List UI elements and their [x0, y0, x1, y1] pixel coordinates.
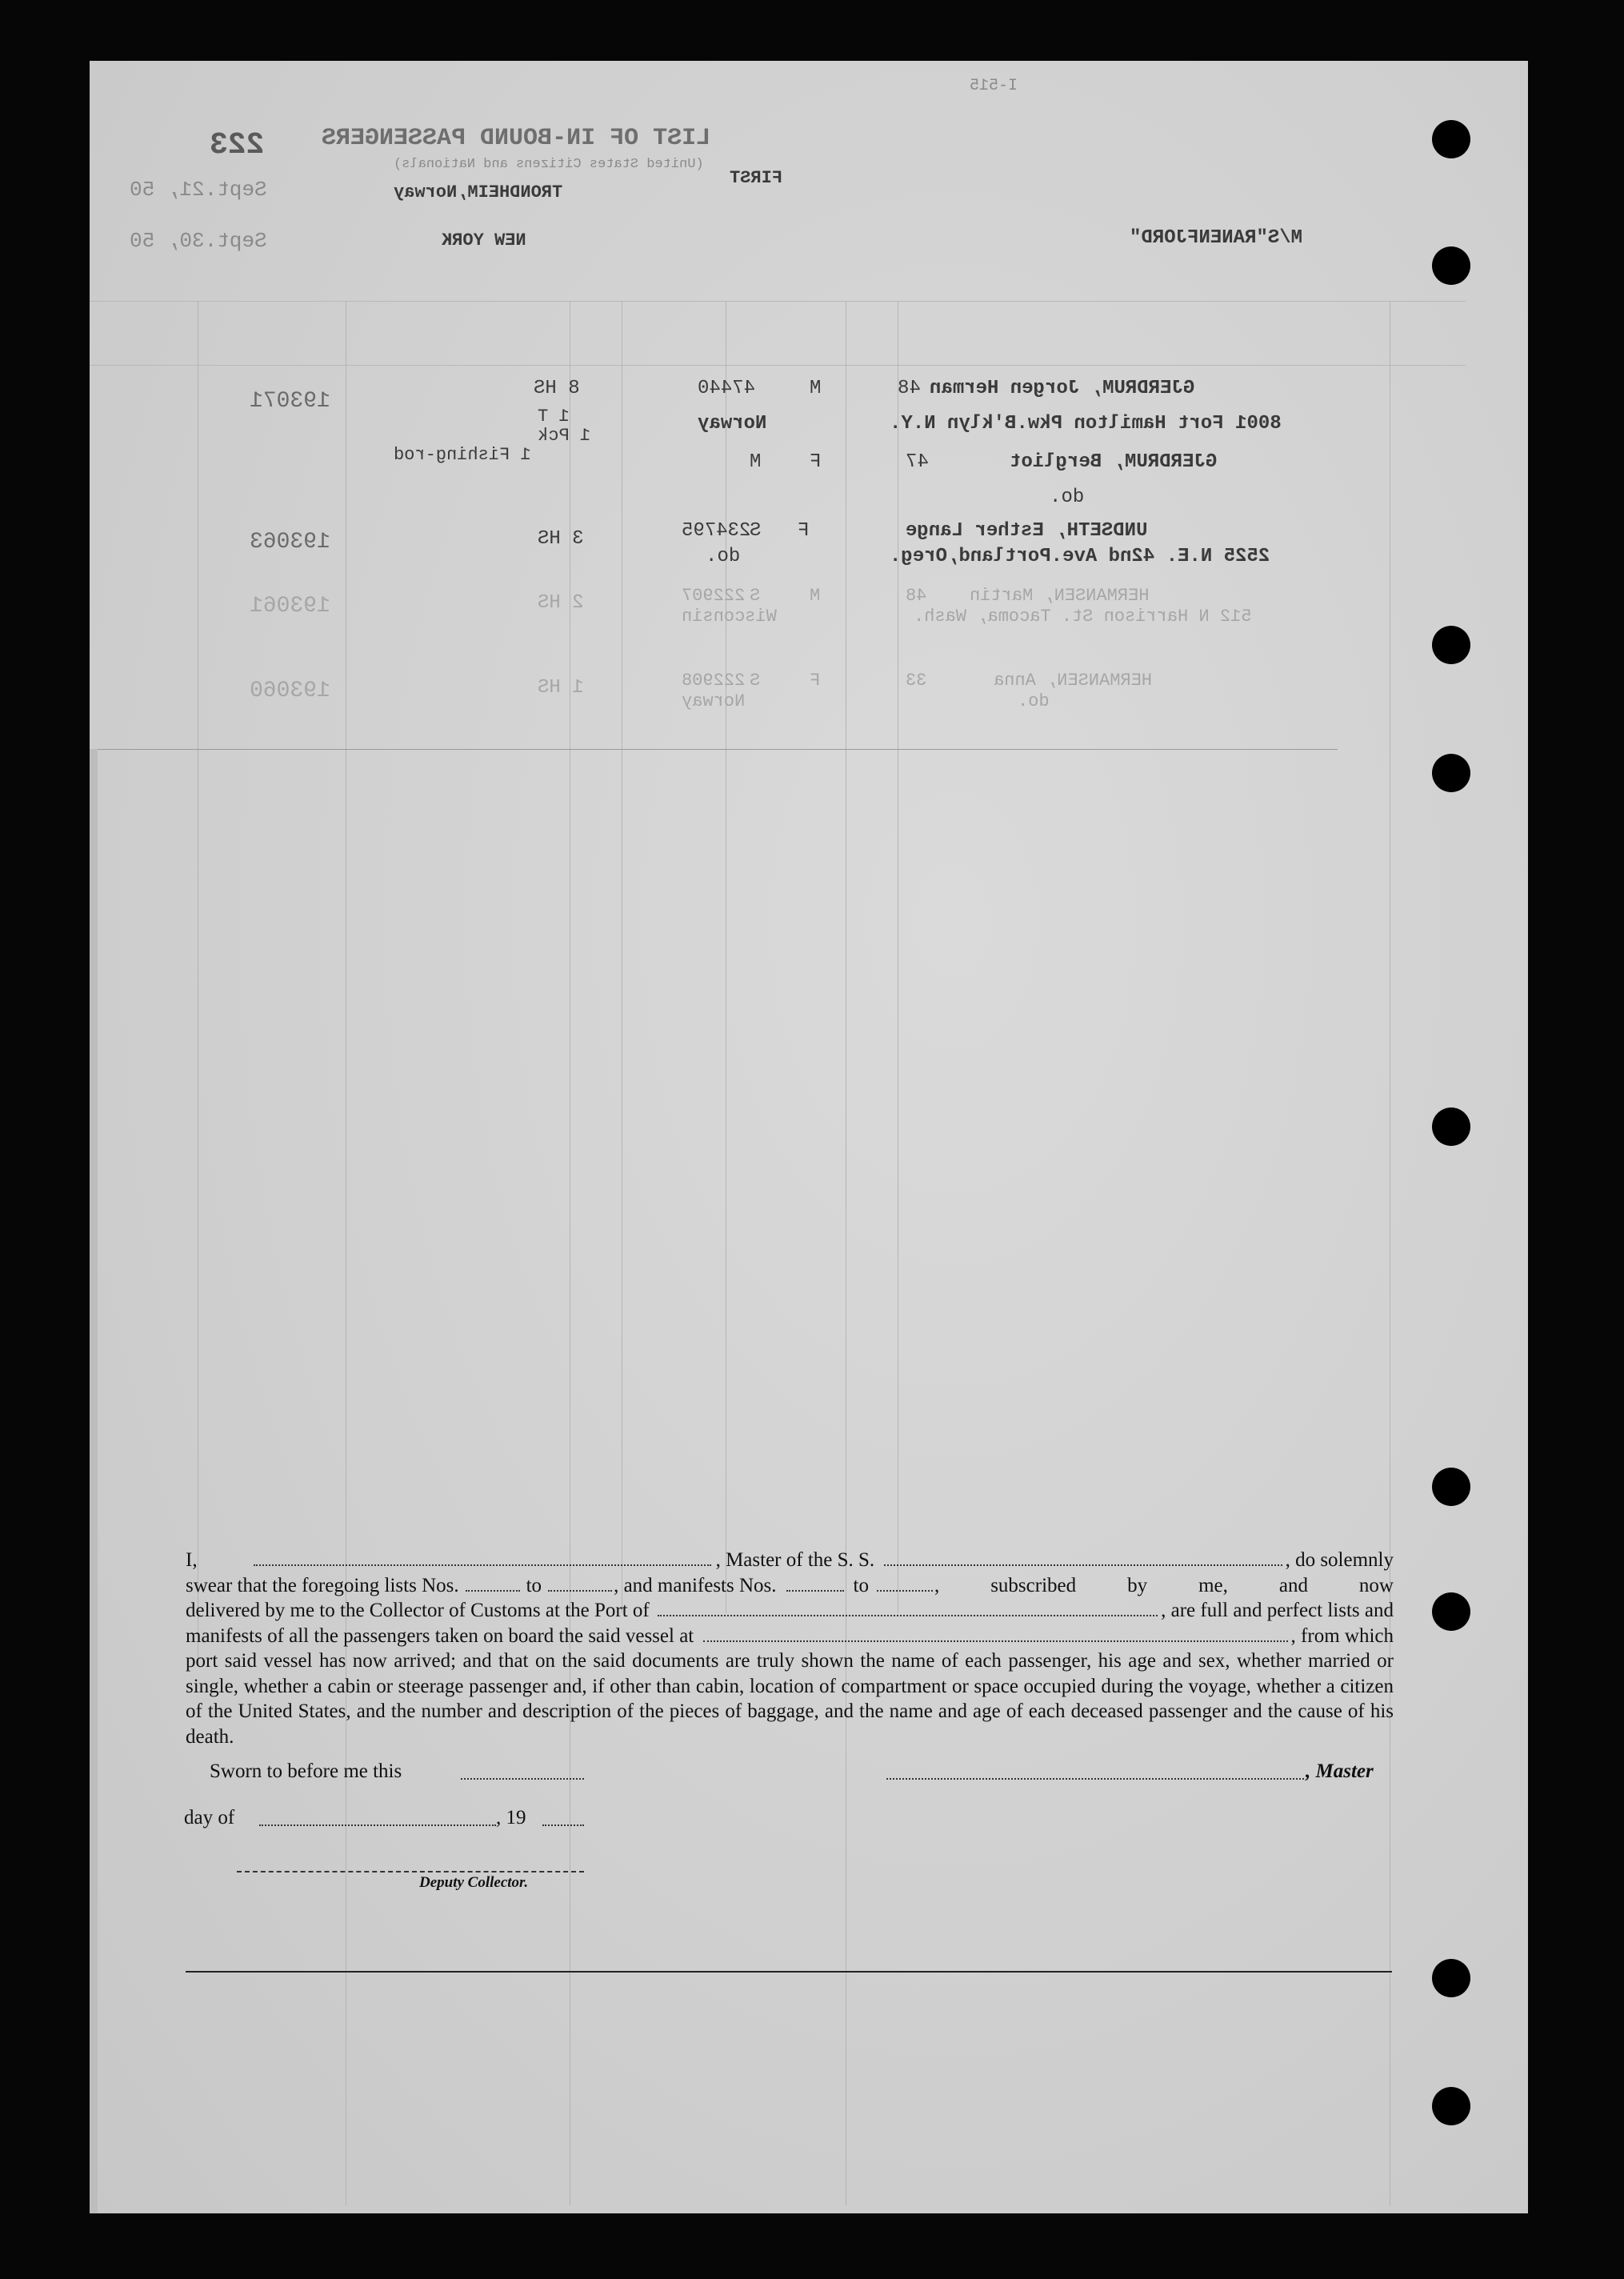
oath-text: to	[526, 1574, 542, 1596]
vessel-name-blank	[884, 1550, 1282, 1566]
month-blank	[259, 1824, 496, 1826]
punch-hole	[1432, 2087, 1470, 2125]
ghost-passenger-extra: 1 T	[538, 407, 570, 427]
ghost-list-subtitle: (United States Citizens and Nationals)	[394, 157, 704, 172]
ghost-passenger-ticket: 193071	[250, 389, 330, 414]
ghost-passenger-name: UNDSETH, Esther Lange	[906, 520, 1148, 542]
list-from-blank	[466, 1576, 520, 1592]
ghost-passenger-marital: S	[750, 520, 762, 542]
punch-hole	[1432, 1468, 1470, 1506]
punch-hole	[1432, 626, 1470, 664]
ghost-passenger-extra: 1 Fishing-rod	[394, 445, 531, 465]
ghost-passenger-sex: M	[810, 586, 821, 606]
ghost-passenger-marital: M	[750, 451, 762, 473]
punch-hole	[1432, 754, 1470, 792]
ghost-passenger-name: GJERDRUM, Bergliot	[1010, 451, 1218, 473]
ghost-passenger-name: GJERDRUM, Jorgen Herman	[930, 378, 1195, 399]
sheet-edge	[90, 749, 98, 2213]
ghost-passenger-extra: 1 Pck	[538, 426, 591, 446]
ghost-passenger-ticket: 193063	[250, 530, 330, 555]
master-oath-affidavit	[186, 1548, 1394, 1749]
master-label: , Master	[1306, 1760, 1374, 1782]
oath-line-1	[186, 1548, 1394, 1573]
ghost-passenger-sex: F	[810, 451, 822, 473]
deputy-signature-blank	[237, 1871, 584, 1872]
oath-text: , do solemnly	[1285, 1549, 1394, 1571]
master-signature-blank	[886, 1778, 1304, 1780]
list-to-blank	[548, 1576, 612, 1592]
oath-text: , from which	[1290, 1624, 1394, 1647]
oath-text: manifests of all the passengers taken on board the said vessel at	[186, 1624, 694, 1647]
ghost-passenger-birthplace: Wisconsin	[682, 607, 777, 627]
ghost-passenger-age: 48	[898, 378, 921, 399]
ghost-passenger-passport: 222908	[682, 671, 746, 691]
punch-hole	[1432, 1959, 1470, 1997]
punch-hole	[1432, 1592, 1470, 1631]
ghost-passenger-age: 48	[906, 586, 927, 606]
row-rule	[90, 749, 1338, 750]
oath-body: port said vessel has now arrived; and that on the said documents are truly shown the name of each passenger, his age and sex, whether married or single, whether a cabin or steerage passenger and, if other than cabin, location of compartment or space occupied during the voyage, whether a citizen of the United States, and the number and description of the pieces of baggage, and the name and age of each deceased passenger and the cause of his death.	[186, 1650, 1394, 1748]
sworn-date-blank	[461, 1778, 584, 1780]
departure-port-blank	[703, 1626, 1287, 1642]
ghost-passenger-sex: M	[810, 378, 822, 399]
manifest-to-blank	[877, 1576, 933, 1592]
ghost-class: FIRST	[730, 168, 783, 188]
ghost-passenger-address: 2525 N.E. 42nd Ave.Portland,Oreg.	[890, 546, 1270, 567]
oath-text: , Master of the S. S.	[715, 1549, 875, 1571]
oath-text: delivered by me to the Collector of Customs at the Port of	[186, 1600, 650, 1621]
ghost-passenger-passport: 47440	[698, 378, 756, 399]
ghost-passenger-marital: S	[750, 671, 761, 691]
header-rule	[90, 301, 1466, 302]
ghost-passenger-address: 8001 Fort Hamilton Pkw.B'klyn N.Y.	[890, 413, 1282, 435]
deputy-collector-caption: Deputy Collector.	[419, 1874, 529, 1891]
ghost-passenger-baggage: 2 HS	[538, 592, 584, 614]
oath-line-4	[186, 1624, 1394, 1649]
ghost-passenger-sex: F	[798, 520, 810, 542]
oath-text: , subscribed by me, and now	[934, 1574, 1394, 1596]
ghost-passenger-birthplace: Norway	[698, 413, 767, 435]
day-of-label: day of	[184, 1807, 235, 1828]
oath-line-3	[186, 1598, 1394, 1624]
master-name-blank	[254, 1550, 711, 1566]
punch-hole	[1432, 1107, 1470, 1146]
ghost-passenger-marital: S	[750, 586, 761, 606]
ghost-passenger-passport: 222907	[682, 586, 746, 606]
oath-line-2	[186, 1573, 1394, 1599]
ghost-passenger-birthplace: do.	[706, 546, 741, 567]
ghost-passenger-baggage: 3 HS	[538, 528, 584, 550]
year-blank	[542, 1824, 584, 1826]
year-label: , 19	[496, 1807, 526, 1828]
oath-text: to	[853, 1574, 869, 1596]
ghost-passenger-birthplace: Norway	[682, 691, 746, 711]
manifest-from-blank	[786, 1576, 844, 1592]
ghost-arrival-port: NEW YORK	[442, 230, 526, 250]
ghost-passenger-address: do.	[1018, 691, 1050, 711]
ghost-vessel: M/S"RANENFJORD"	[1130, 227, 1303, 249]
oath-text: swear that the foregoing lists Nos.	[186, 1574, 459, 1596]
ghost-passenger-ticket: 193060	[250, 679, 330, 703]
punch-hole	[1432, 246, 1470, 285]
ghost-passenger-address: do.	[1050, 487, 1085, 508]
header-rule	[90, 365, 1466, 366]
ghost-passenger-baggage: 1 HS	[538, 677, 584, 699]
ghost-list-title: LIST OF IN-BOUND PASSENGERS	[322, 125, 711, 152]
oath-text: , and manifests Nos.	[614, 1574, 777, 1596]
port-blank	[658, 1600, 1158, 1616]
ghost-passenger-sex: F	[810, 671, 821, 691]
ghost-passenger-baggage: 8 HS	[534, 378, 580, 399]
ghost-form-number: I-515	[970, 77, 1018, 95]
ghost-passenger-age: 33	[906, 671, 927, 691]
ghost-passenger-name: HERMANSEN, Anna	[994, 671, 1153, 691]
ghost-passenger-passport: 234795	[682, 520, 751, 542]
ghost-passenger-ticket: 193061	[250, 594, 330, 619]
ghost-from-port: TRONDHEIM,Norway	[394, 182, 563, 202]
ghost-passenger-address: 512 N Harrison St. Tacoma, Wash.	[914, 607, 1252, 627]
ghost-sheet-number: 223	[210, 128, 265, 162]
manifest-sheet	[90, 61, 1528, 2213]
ghost-passenger-age: 47	[906, 451, 929, 473]
punch-hole	[1432, 120, 1470, 158]
sworn-label: Sworn to before me this	[210, 1760, 402, 1782]
ghost-passenger-name: HERMANSEN, Martin	[970, 586, 1150, 606]
ghost-arrival-date: Sept.30, 50	[130, 229, 267, 253]
bottom-rule	[186, 1971, 1392, 1973]
oath-text: I,	[186, 1549, 198, 1571]
ghost-sailing-date: Sept.21, 50	[130, 178, 267, 202]
oath-text: , are full and perfect lists and	[1161, 1600, 1394, 1621]
